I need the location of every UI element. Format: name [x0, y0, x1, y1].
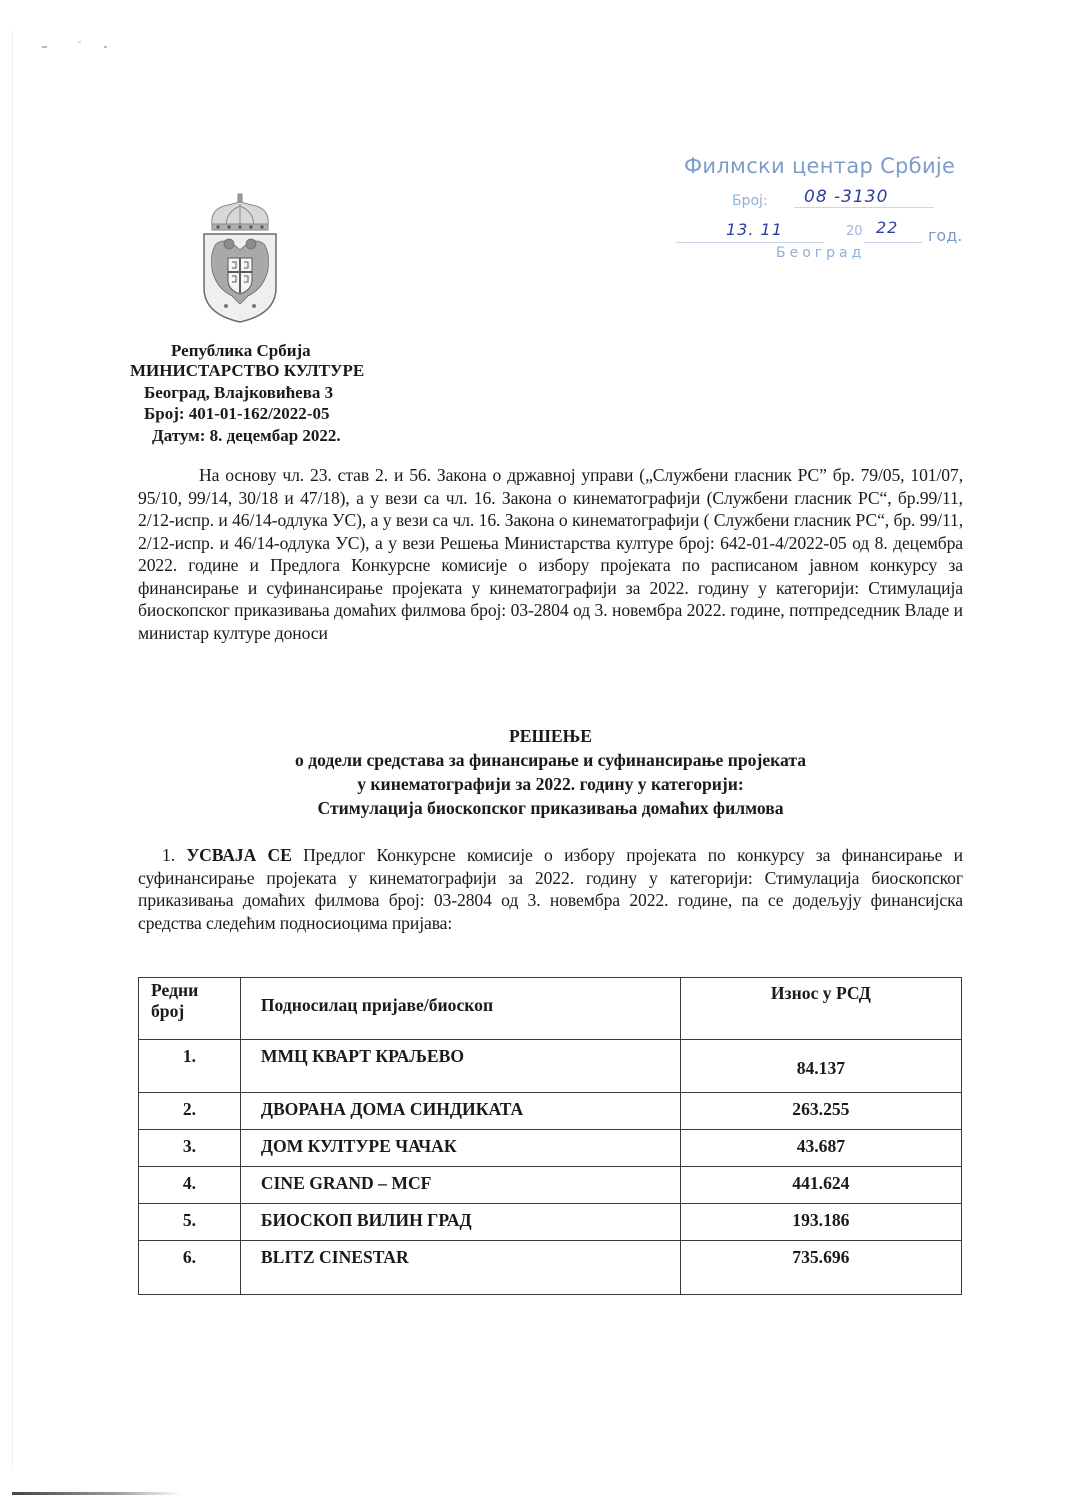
item-1-text: Предлог Конкурсне комисије о избору пројеката по конкурсу за финансирање и суфинансирање пројеката у кинематографији за 2022. годину у категорији: Стимулација биоскопског приказивања домаћих филмова број: 03-2804 од 3. новембра 2022. године, па се додељују финансијска средства следећим подносиоцима пријава: — [138, 845, 963, 933]
stamp-god-label: год. — [928, 226, 963, 245]
row-applicant — [240, 1241, 680, 1295]
row-amount — [680, 1167, 961, 1204]
table-row — [139, 1204, 962, 1241]
row-applicant-text: CINE GRAND – MCF — [260, 1173, 432, 1193]
row-applicant-text: ММЦ КВАРТ КРАЉЕВО — [260, 1046, 465, 1066]
country-name: Република Србија — [171, 341, 311, 360]
scan-speck — [104, 46, 107, 48]
decision-subtitle-line1: о додели средстава за финансирање и суфинансирање пројеката — [295, 750, 806, 770]
decision-subtitle-line3: Стимулација биоскопског приказивања домаћих филмова — [317, 798, 784, 818]
document-number: Број: 401-01-162/2022-05 — [144, 404, 330, 423]
row-amount-text: 735.696 — [792, 1247, 850, 1267]
header-applicant-label: Подносилац пријаве/биоскоп — [260, 995, 494, 1015]
scan-speck — [78, 41, 81, 43]
row-number — [139, 1204, 241, 1241]
row-number — [139, 1093, 241, 1130]
decision-subtitle-line2: у кинематографији за 2022. годину у категорији: — [357, 774, 744, 794]
table-row — [139, 1167, 962, 1204]
stamp-number — [732, 187, 889, 209]
row-applicant — [240, 1167, 680, 1204]
row-number-text: 1. — [182, 1046, 197, 1066]
table-row — [139, 1241, 962, 1295]
row-amount-text: 441.624 — [792, 1173, 850, 1193]
row-number — [139, 1167, 241, 1204]
row-number-text: 6. — [182, 1247, 197, 1267]
row-amount — [680, 1241, 961, 1295]
row-amount — [680, 1130, 961, 1167]
row-number — [139, 1241, 241, 1295]
scan-edge-bottom — [12, 1492, 182, 1495]
stamp-date-underline — [676, 242, 824, 243]
item-1-paragraph — [138, 844, 963, 934]
item-1-bold-lead: УСВАЈА СЕ — [186, 845, 292, 865]
table-row — [139, 1040, 962, 1093]
row-number-text: 3. — [182, 1136, 197, 1156]
stamp-title: Филмски центар Србије — [684, 154, 956, 178]
row-applicant — [240, 1130, 680, 1167]
decision-title — [138, 724, 963, 820]
row-amount — [680, 1040, 961, 1093]
row-number — [139, 1130, 241, 1167]
row-amount — [680, 1093, 961, 1130]
stamp-number-label: Број: — [732, 193, 768, 209]
row-applicant-text: ДВОРАНА ДОМА СИНДИКАТА — [260, 1099, 524, 1119]
ministry-address: Београд, Влајковићева 3 — [144, 383, 334, 402]
stamp-date-day-month: 13. 11 — [726, 220, 783, 239]
table-row — [139, 1130, 962, 1167]
table-row — [139, 1093, 962, 1130]
header-amount-label: Износ у РСД — [770, 983, 871, 1003]
stamp-date-century: 20 — [846, 224, 863, 239]
row-amount-text: 84.137 — [796, 1058, 846, 1078]
row-amount-text: 193.186 — [792, 1210, 850, 1230]
decision-heading: РЕШЕЊЕ — [509, 726, 592, 746]
row-applicant-text: БИОСКОП ВИЛИН ГРАД — [260, 1210, 472, 1230]
row-amount-text: 263.255 — [792, 1099, 850, 1119]
row-number — [139, 1040, 241, 1093]
intro-paragraph: На основу чл. 23. став 2. и 56. Закона о државној управи („Службени гласник РС” бр. 79/05, 101/07, 95/10, 99/14, 30/18 и 47/18), а у вези са чл. 16. Закона о кинематографији (Службени гласник РС“, бр.99/11, 2/12-испр. и 46/14-одлука УС), а у вези са чл. 16. Закона о кинематографији ( Службени гласник РС“, бр. 99/11, 2/12-испр. и 46/14-одлука УС), а у вези Решења Министарства културе број: 642-01-4/2022-05 од 8. децембра 2022. године и Предлога Конкурсне комисије о избору пројеката по расписаном јавном конкурсу за финансирање и суфинансирање пројеката у кинематографији за 2022. годину у категорији: Стимулација биоскопског приказивања домаћих филмова број: 03-2804 од 3. новембра 2022. године, потпредседник Владе и министар културе доноси — [138, 465, 963, 643]
row-applicant — [240, 1204, 680, 1241]
header-number — [139, 978, 241, 1040]
row-applicant-text: ДОМ КУЛТУРЕ ЧАЧАК — [260, 1136, 457, 1156]
row-number-text: 4. — [182, 1173, 197, 1193]
scan-speck — [42, 46, 47, 48]
stamp-number-value: 08 -3130 — [794, 187, 934, 208]
header-applicant — [240, 978, 680, 1040]
table-header-row — [139, 978, 962, 1040]
row-amount — [680, 1204, 961, 1241]
document-date: Датум: 8. децембар 2022. — [152, 426, 341, 445]
stamp-city: Београд — [776, 245, 866, 261]
stamp-year-underline — [864, 242, 922, 243]
item-1-number: 1. — [162, 845, 175, 865]
row-number-text: 2. — [182, 1099, 197, 1119]
row-applicant — [240, 1040, 680, 1093]
scan-edge — [12, 30, 13, 1470]
coat-of-arms-icon — [196, 192, 284, 324]
ministry-name: МИНИСТАРСТВО КУЛТУРЕ — [130, 361, 365, 380]
allocation-table — [138, 977, 962, 1295]
row-amount-text: 43.687 — [796, 1136, 846, 1156]
header-number-line2: број — [151, 1001, 185, 1021]
row-applicant-text: BLITZ CINESTAR — [260, 1247, 409, 1267]
row-number-text: 5. — [182, 1210, 197, 1230]
stamp-date — [676, 218, 976, 245]
header-amount — [680, 978, 961, 1040]
stamp-date-year: 22 — [876, 218, 899, 237]
header-number-line1: Редни — [151, 980, 199, 1000]
row-applicant — [240, 1093, 680, 1130]
